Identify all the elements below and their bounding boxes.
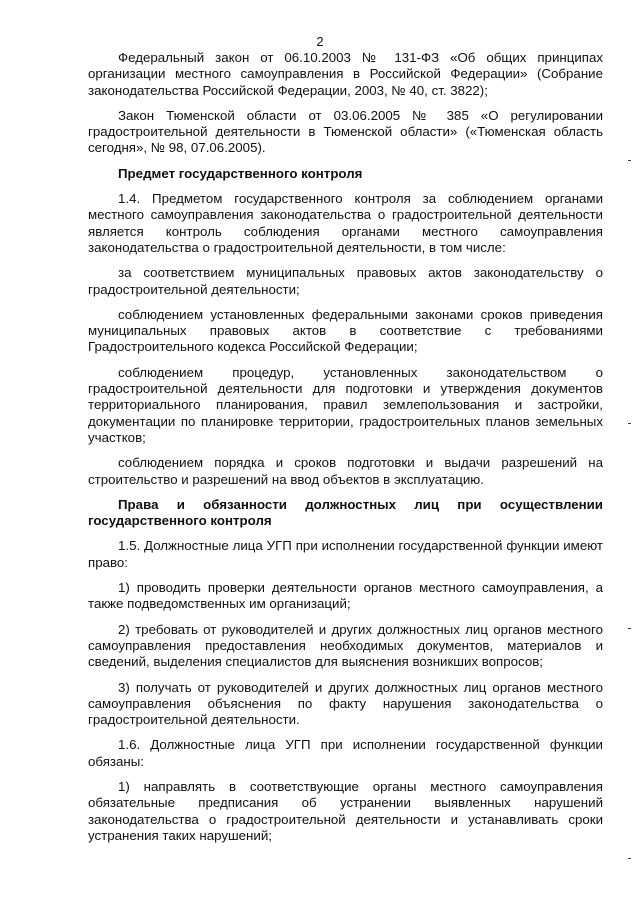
scan-mark — [628, 628, 631, 629]
paragraph: за соответствием муниципальных правовых актов законодательству о градостроительной деятельности; — [88, 265, 603, 297]
paragraph: соблюдением процедур, установленных законодательством о градостроительной деятельности для подготовки и утверждения документов территориального планирования, правил землепользования и застройки, документации по планировке территории, градостроительных планов земельных участков; — [88, 364, 603, 445]
paragraph: 1.5. Должностные лица УГП при исполнении государственной функции имеют право: — [88, 538, 603, 570]
paragraph: 2) требовать от руководителей и других должностных лиц органов местного самоуправления предоставления необходимых документов, материалов и сведений, выделения специалистов для выяснения возникших вопросов; — [88, 621, 603, 670]
paragraph: соблюдением порядка и сроков подготовки и выдачи разрешений на строительство и разрешений на ввод объектов в эксплуатацию. — [88, 455, 603, 487]
section-heading: Права и обязанности должностных лиц при осуществлении государственного контроля — [88, 496, 603, 529]
paragraph: 1) направлять в соответствующие органы местного самоуправления обязательные предписания об устранении выявленных нарушений законодательства о градостроительной деятельности и устанавливать сроки устранения таких нарушений; — [88, 778, 603, 843]
section-heading: Предмет государственного контроля — [118, 165, 363, 181]
paragraph: Федеральный закон от 06.10.2003 № 131-ФЗ «Об общих принципах организации местного самоуправления в Российской Федерации» (Собрание законодательства Российской Федерации, 2003, № 40, ст. 3822); — [88, 50, 603, 98]
page-number: 2 — [316, 34, 324, 49]
paragraph: 1.6. Должностные лица УГП при исполнении государственной функции обязаны: — [88, 737, 603, 769]
scan-mark — [628, 423, 631, 424]
paragraph: 1) проводить проверки деятельности органов местного самоуправления, а также подведомственных им организаций; — [88, 580, 603, 612]
paragraph: 3) получать от руководителей и других должностных лиц органов местного самоуправления объяснения по факту нарушения законодательства о градостроительной деятельности. — [88, 679, 603, 728]
paragraph: Закон Тюменской области от 03.06.2005 № 385 «О регулировании градостроительной деятельности в Тюменской области» («Тюменская область сегодня», № 98, 07.06.2005). — [88, 107, 603, 156]
scan-mark — [628, 160, 631, 161]
document-body — [88, 50, 603, 853]
scan-mark — [628, 858, 631, 859]
paragraph: 1.4. Предметом государственного контроля за соблюдением органами местного самоуправления законодательства о градостроительной деятельности является контроль соблюдения органами местного самоуправления законодательства о градостроительной деятельности, в том числе: — [88, 191, 603, 255]
paragraph: соблюдением установленных федеральными законами сроков приведения муниципальных правовых актов в соответствие с требованиями Градостроительного кодекса Российской Федерации; — [88, 306, 603, 355]
